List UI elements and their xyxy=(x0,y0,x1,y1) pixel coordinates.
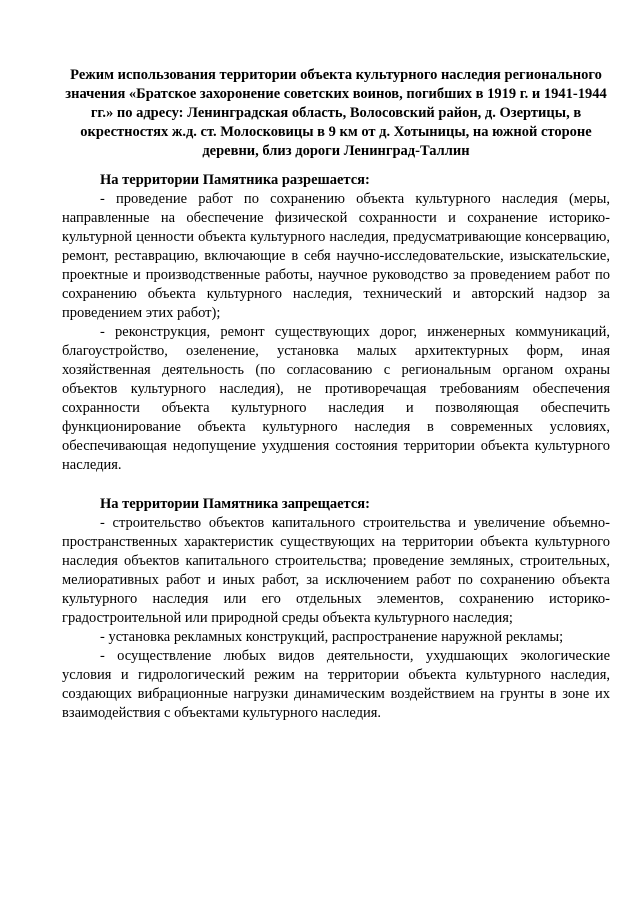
allowed-heading: На территории Памятника разрешается: xyxy=(100,172,370,188)
forbidden-item-2: - установка рекламных конструкций, распространение наружной рекламы; xyxy=(100,629,564,645)
forbidden-heading: На территории Памятника запрещается: xyxy=(100,496,370,512)
allowed-item-2: - реконструкция, ремонт существующих дорог, инженерных коммуникаций, благоустройство, озеленение, установка малых архитектурных форм, иная хозяйственная деятельность (по согласованию с региональным органом охраны объектов культурного наследия), не противоречащая требованиям обеспечения сохранности объекта культурного наследия и позволяющая обеспечить функционирование объекта культурного наследия в современных условиях, обеспечивающая недопущение ухудшения состояния территории объекта культурного наследия. xyxy=(62,324,610,473)
document-title: Режим использования территории объекта культурного наследия регионального значения «Братское захоронение советских воинов, погибших в 1919 г. и 1941-1944 гг.» по адресу: Ленинградская область, Волосовский район, д. Озертицы, в окрестностях ж.д. ст. Молосковицы в 9 км от д. Хотыницы, на южной стороне деревни, близ дороги Ленинград-Таллин xyxy=(65,67,607,159)
allowed-item-1: - проведение работ по сохранению объекта культурного наследия (меры, направленные на обеспечение физической сохранности и сохранение историко-культурной ценности объекта культурного наследия, предусматривающие консервацию, ремонт, реставрацию, включающие в себя научно-исследовательские, изыскательские, проектные и производственные работы, научное руководство за проведением работ по сохранению объекта культурного наследия, технический и авторский надзор за проведением этих работ); xyxy=(62,191,610,321)
forbidden-item-3: - осуществление любых видов деятельности, ухудшающих экологические условия и гидрологический режим на территории объекта культурного наследия, создающих вибрационные нагрузки динамическим воздействием на грунты в зоне их взаимодействия с объектами культурного наследия. xyxy=(62,648,610,721)
document-page xyxy=(62,66,610,723)
section-spacer xyxy=(62,475,610,495)
forbidden-item-1: - строительство объектов капитального строительства и увеличение объемно-пространственных характеристик существующих на территории объекта культурного наследия объектов капитального строительства; проведение земляных, строительных, мелиоративных работ и иных работ, за исключением работ по сохранению объекта культурного наследия или его отдельных элементов, сохранению историко-градостроительной или природной среды объекта культурного наследия; xyxy=(62,515,610,626)
